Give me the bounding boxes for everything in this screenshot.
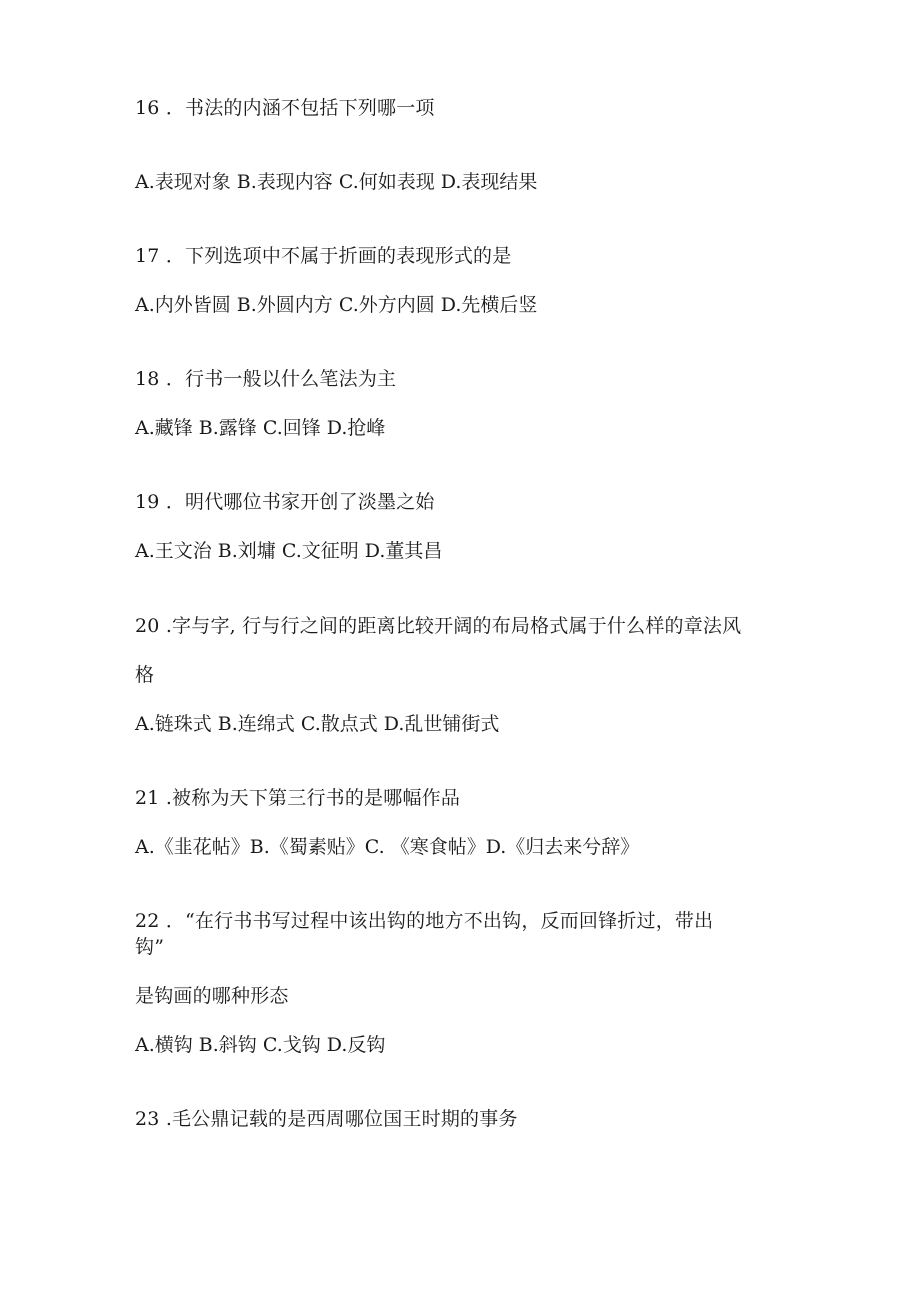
- question-20-stem: 20 .字与字, 行与行之间的距离比较开阔的布局格式属于什么样的章法风: [135, 615, 742, 637]
- question-16-stem: 16 ．书法的内涵不包括下列哪一项: [135, 97, 435, 119]
- question-22-stem: 22 ．“在行书书写过程中该出钩的地方不出钩，反而回锋折过，带出: [135, 910, 714, 932]
- question-17-stem: 17 ．下列选项中不属于折画的表现形式的是: [135, 245, 512, 267]
- question-16-options: A.表现对象 B.表现内容 C.何如表现 D.表现结果: [135, 171, 538, 193]
- question-20-options: A.链珠式 B.连绵式 C.散点式 D.乱世铺街式: [135, 713, 500, 735]
- question-22-stem-continued: 钩”: [135, 936, 165, 958]
- question-23-stem: 23 .毛公鼎记载的是西周哪位国王时期的事务: [135, 1108, 518, 1130]
- question-20-stem-continued: 格: [135, 664, 155, 686]
- question-19-stem: 19 ．明代哪位书家开创了淡墨之始: [135, 491, 435, 513]
- question-22-stem-continued-2: 是钩画的哪种形态: [135, 985, 289, 1007]
- question-21-options: A.《韭花帖》B.《蜀素贴》C. 《寒食帖》D.《归去来兮辞》: [135, 836, 640, 858]
- question-17-options: A.内外皆圆 B.外圆内方 C.外方内圆 D.先横后竖: [135, 294, 538, 316]
- question-19-options: A.王文治 B.刘墉 C.文征明 D.董其昌: [135, 540, 443, 562]
- question-21-stem: 21 .被称为天下第三行书的是哪幅作品: [135, 787, 461, 809]
- question-22-options: A.横钩 B.斜钩 C.戈钩 D.反钩: [135, 1034, 386, 1056]
- question-18-options: A.藏锋 B.露锋 C.回锋 D.抢峰: [135, 417, 386, 439]
- question-18-stem: 18 ．行书一般以什么笔法为主: [135, 368, 397, 390]
